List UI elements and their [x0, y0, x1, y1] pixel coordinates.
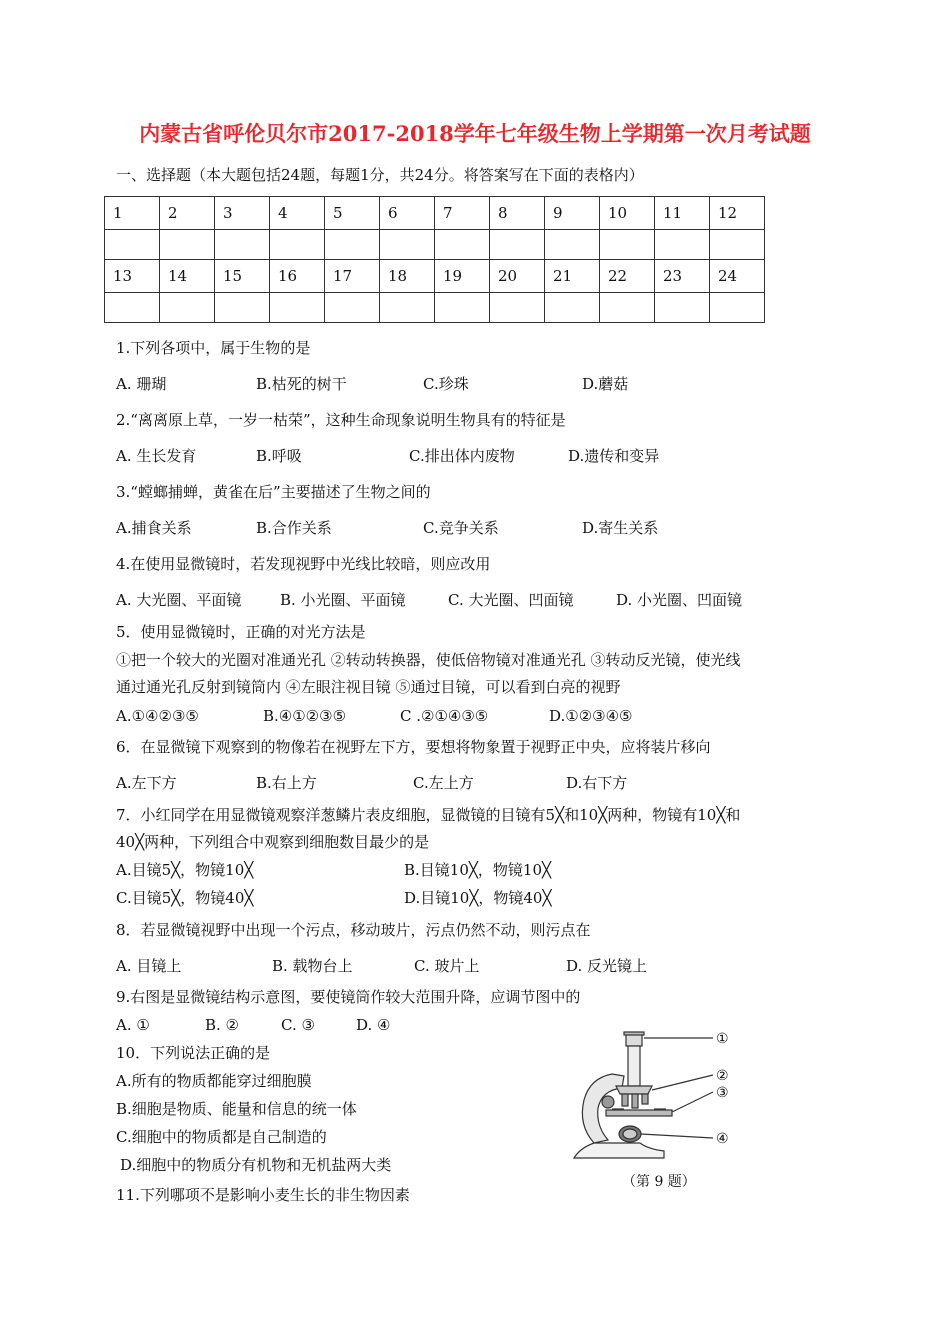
question-3-stem: 3.“螳螂捕蝉，黄雀在后”主要描述了生物之间的 [116, 483, 431, 501]
answer-cell[interactable] [380, 230, 435, 260]
question-2-stem: 2.“离离原上草，一岁一枯荣”，这种生命现象说明生物具有的特征是 [116, 411, 566, 429]
answer-cell[interactable] [490, 293, 545, 323]
figure-caption: （第 9 题） [622, 1174, 696, 1190]
page-title: 内蒙古省呼伦贝尔市2017-2018学年七年级生物上学期第一次月考试题 [139, 121, 811, 146]
answer-cell[interactable] [215, 230, 270, 260]
answer-cell[interactable] [655, 230, 710, 260]
option-a: A.左下方 [116, 774, 177, 792]
question-11-stem: 11.下列哪项不是影响小麦生长的非生物因素 [116, 1186, 410, 1204]
option-d: D.①②③④⑤ [549, 707, 633, 725]
question-7-stem-line2: 40╳两种，下列组合中观察到细胞数目最少的是 [116, 833, 430, 851]
microscope-diagram [568, 1030, 748, 1180]
option-b: B.右上方 [256, 774, 317, 792]
table-cell: 17 [325, 260, 380, 293]
table-cell: 11 [655, 197, 710, 230]
option-c: C.左上方 [413, 774, 474, 792]
option-a: A. 目镜上 [116, 957, 182, 975]
option-d: D. 反光镜上 [566, 957, 648, 975]
table-cell: 14 [160, 260, 215, 293]
answer-cell[interactable] [325, 293, 380, 323]
table-cell: 15 [215, 260, 270, 293]
table-cell: 23 [655, 260, 710, 293]
option-b: B.细胞是物质、能量和信息的统一体 [116, 1100, 357, 1118]
option-d: D.目镜10╳，物镜40╳ [404, 889, 552, 907]
question-8-stem: 8．若显微镜视野中出现一个污点，移动玻片，污点仍然不动，则污点在 [116, 921, 591, 939]
option-b: B.枯死的树干 [256, 375, 347, 393]
option-b: B. 载物台上 [272, 957, 353, 975]
question-10-stem: 10．下列说法正确的是 [116, 1044, 271, 1062]
table-row [105, 197, 765, 230]
option-c: C. 大光圈、凹面镜 [448, 591, 574, 609]
option-a: A.①④②③⑤ [116, 707, 199, 725]
table-cell: 16 [270, 260, 325, 293]
answer-cell[interactable] [435, 230, 490, 260]
table-cell: 8 [490, 197, 545, 230]
question-5-steps-line2: 通过通光孔反射到镜筒内 ④左眼注视目镜 ⑤通过目镜，可以看到白亮的视野 [116, 678, 621, 696]
question-7-stem-line1: 7．小红同学在用显微镜观察洋葱鳞片表皮细胞，显微镜的目镜有5╳和10╳两种，物镜有10╳和 [116, 806, 741, 824]
table-row-answers [105, 230, 765, 260]
option-d: D.蘑菇 [582, 375, 629, 393]
option-d: D.遗传和变异 [568, 447, 660, 465]
option-b: B.目镜10╳，物镜10╳ [404, 861, 552, 879]
table-cell: 21 [545, 260, 600, 293]
answer-cell[interactable] [215, 293, 270, 323]
answer-cell[interactable] [270, 293, 325, 323]
option-d: D.细胞中的物质分有机物和无机盐两大类 [120, 1156, 392, 1174]
table-cell: 19 [435, 260, 490, 293]
table-cell: 2 [160, 197, 215, 230]
table-cell: 18 [380, 260, 435, 293]
option-d: D.寄生关系 [582, 519, 659, 537]
table-cell: 9 [545, 197, 600, 230]
option-a: A. 珊瑚 [116, 375, 167, 393]
answer-cell[interactable] [545, 293, 600, 323]
option-b: B.④①②③⑤ [263, 707, 347, 725]
answer-cell[interactable] [105, 230, 160, 260]
option-c: C. 玻片上 [414, 957, 480, 975]
option-c: C .②①④③⑤ [400, 707, 489, 725]
question-9-stem: 9.右图是显微镜结构示意图，要使镜筒作较大范围升降，应调节图中的 [116, 988, 581, 1006]
label-3: ③ [716, 1085, 729, 1101]
table-cell: 3 [215, 197, 270, 230]
option-d: D. 小光圈、凹面镜 [616, 591, 743, 609]
option-c: C.排出体内废物 [409, 447, 515, 465]
answer-cell[interactable] [105, 293, 160, 323]
answer-cell[interactable] [600, 293, 655, 323]
answer-cell[interactable] [545, 230, 600, 260]
table-cell: 7 [435, 197, 490, 230]
option-d: D.右下方 [566, 774, 628, 792]
question-5-stem: 5．使用显微镜时，正确的对光方法是 [116, 623, 366, 641]
option-b: B.呼吸 [256, 447, 302, 465]
option-d: D. ④ [356, 1016, 391, 1034]
option-c: C.竞争关系 [423, 519, 499, 537]
answer-cell[interactable] [380, 293, 435, 323]
table-cell: 24 [710, 260, 765, 293]
question-1-stem: 1.下列各项中，属于生物的是 [116, 339, 311, 357]
option-c: C.目镜5╳，物镜40╳ [116, 889, 254, 907]
answer-cell[interactable] [325, 230, 380, 260]
option-c: C. ③ [281, 1016, 315, 1034]
table-cell: 10 [600, 197, 655, 230]
table-cell: 20 [490, 260, 545, 293]
answer-cell[interactable] [710, 230, 765, 260]
option-c: C.珍珠 [423, 375, 469, 393]
question-5-steps-line1: ①把一个较大的光圈对准通光孔 ②转动转换器，使低倍物镜对准通光孔 ③转动反光镜，使光线 [116, 651, 741, 669]
table-cell: 1 [105, 197, 160, 230]
table-cell: 4 [270, 197, 325, 230]
answer-cell[interactable] [655, 293, 710, 323]
option-a: A.目镜5╳，物镜10╳ [116, 861, 254, 879]
answer-cell[interactable] [160, 230, 215, 260]
option-c: C.细胞中的物质都是自己制造的 [116, 1128, 327, 1146]
question-6-stem: 6．在显微镜下观察到的物像若在视野左下方，要想将物象置于视野正中央，应将装片移向 [116, 738, 711, 756]
option-a: A.捕食关系 [116, 519, 192, 537]
option-a: A. 大光圈、平面镜 [116, 591, 242, 609]
table-cell: 6 [380, 197, 435, 230]
answer-cell[interactable] [710, 293, 765, 323]
question-4-stem: 4.在使用显微镜时，若发现视野中光线比较暗，则应改用 [116, 555, 491, 573]
answer-cell[interactable] [490, 230, 545, 260]
option-a: A. 生长发育 [116, 447, 197, 465]
table-cell: 13 [105, 260, 160, 293]
answer-cell[interactable] [600, 230, 655, 260]
answer-table [104, 196, 765, 323]
option-a: A. ① [116, 1016, 150, 1034]
table-row-answers [105, 293, 765, 323]
option-b: B. 小光圈、平面镜 [280, 591, 406, 609]
answer-cell[interactable] [160, 293, 215, 323]
answer-cell[interactable] [270, 230, 325, 260]
answer-cell[interactable] [435, 293, 490, 323]
label-4: ④ [716, 1131, 729, 1147]
label-1: ① [716, 1031, 729, 1047]
label-2: ② [716, 1068, 729, 1084]
table-cell: 5 [325, 197, 380, 230]
table-cell: 22 [600, 260, 655, 293]
table-row [105, 260, 765, 293]
section-heading: 一、选择题（本大题包括24题，每题1分，共24分。将答案写在下面的表格内） [116, 166, 644, 184]
option-a: A.所有的物质都能穿过细胞膜 [116, 1072, 312, 1090]
option-b: B.合作关系 [256, 519, 332, 537]
option-b: B. ② [205, 1016, 240, 1034]
table-cell: 12 [710, 197, 765, 230]
